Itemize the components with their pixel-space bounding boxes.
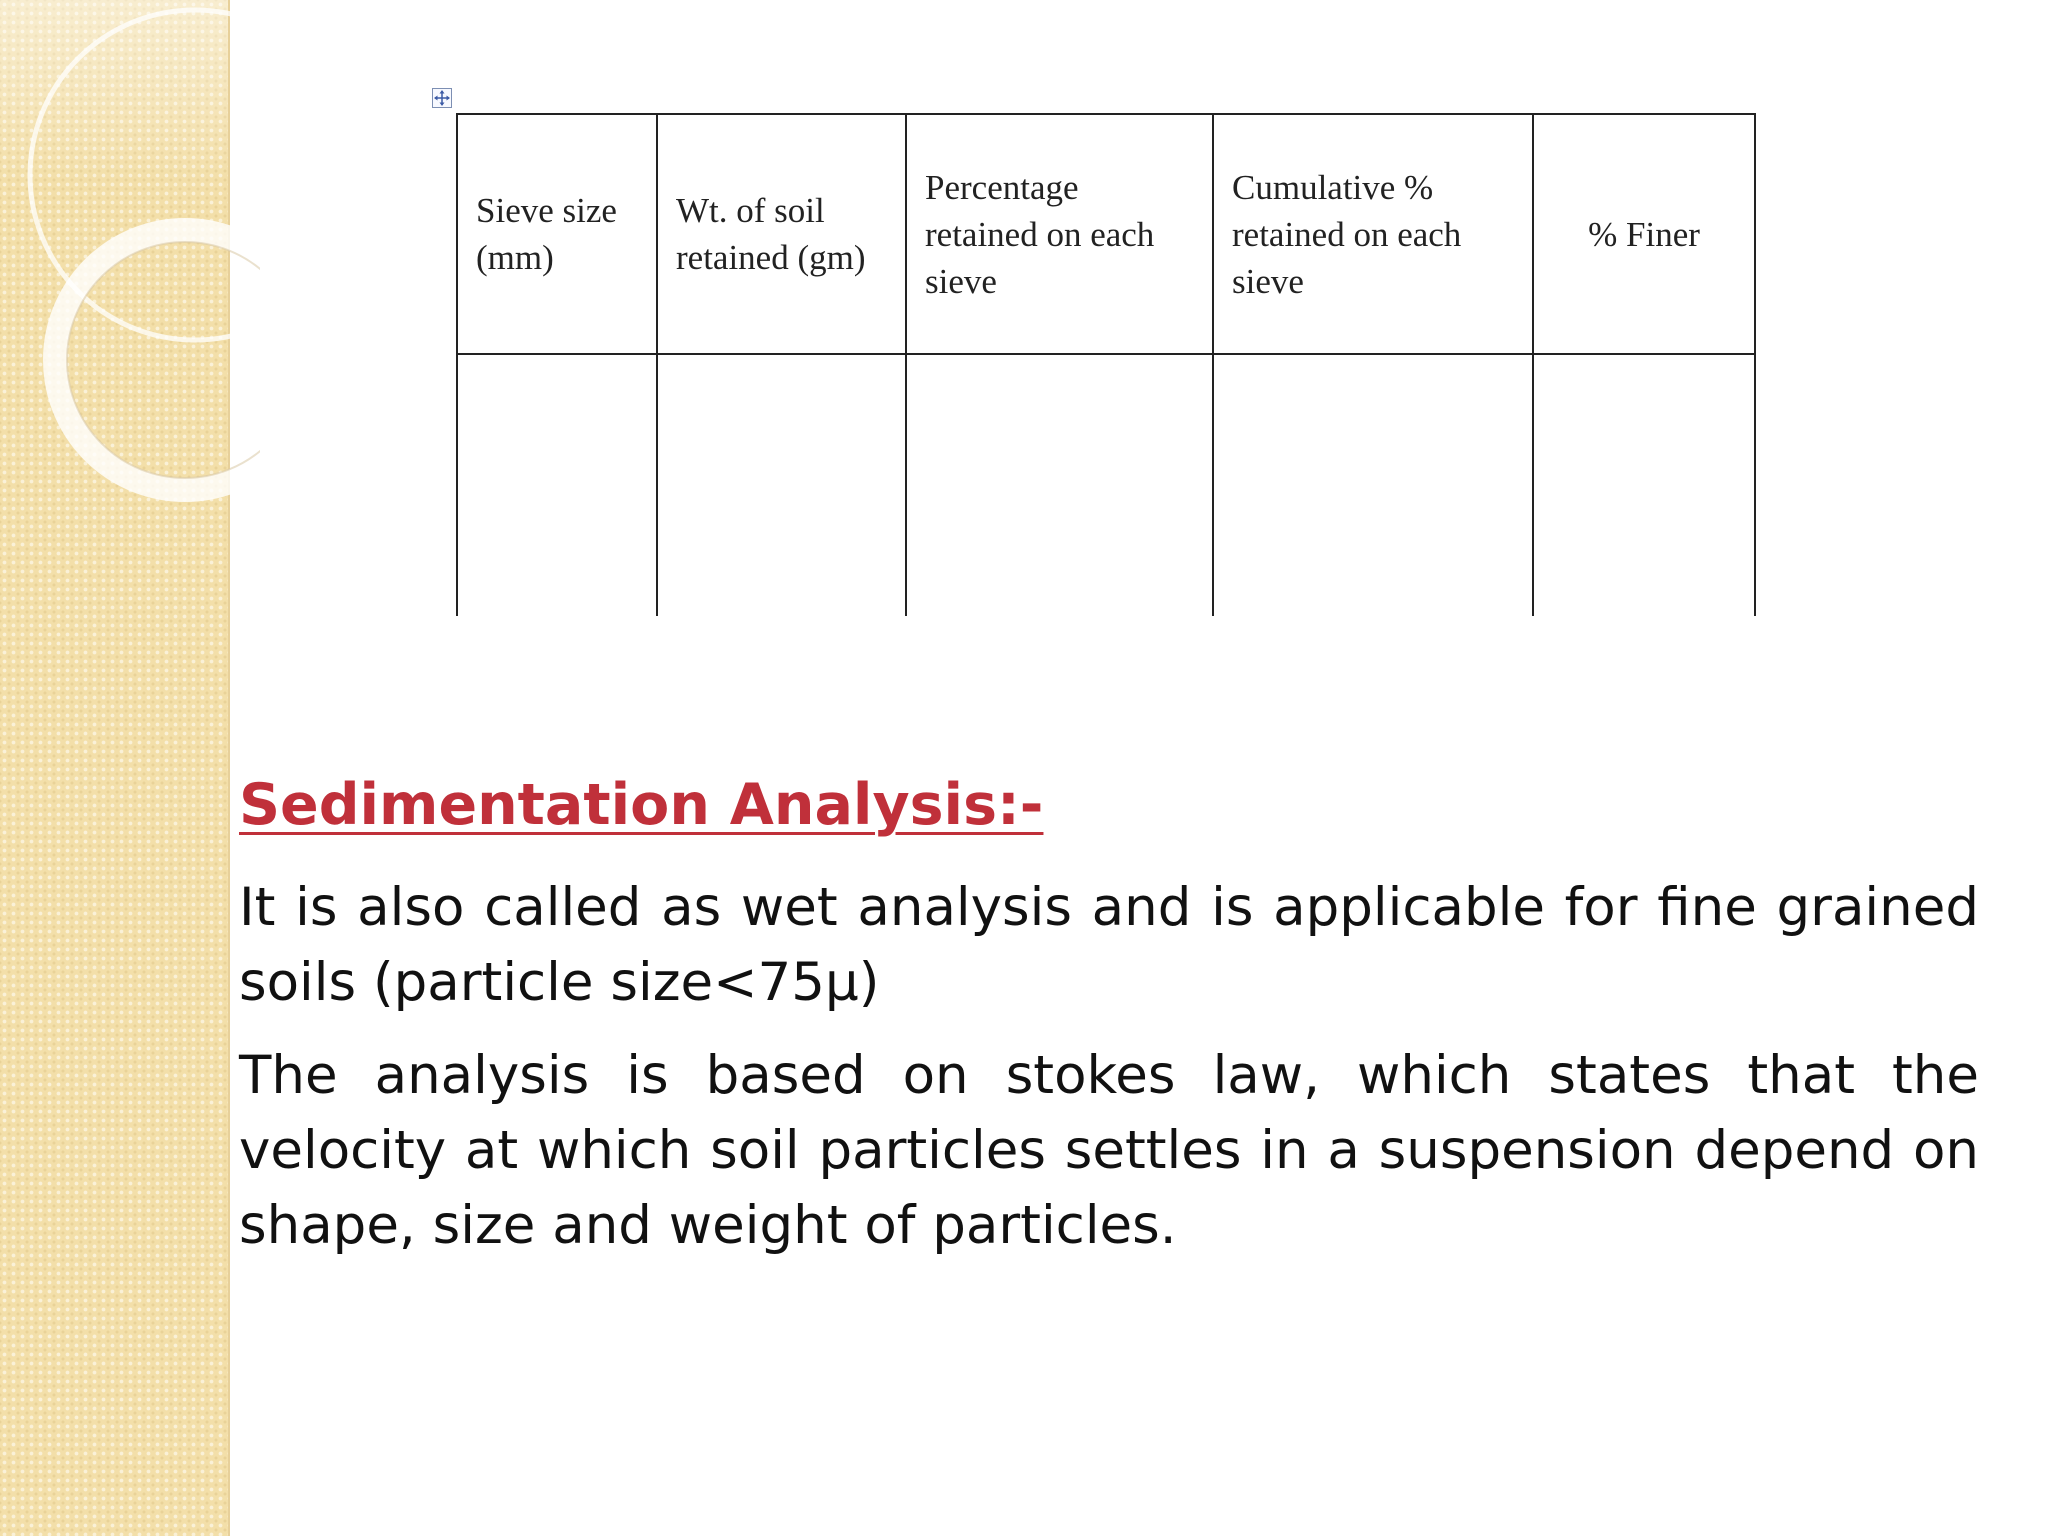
table-cell[interactable]	[1533, 354, 1755, 616]
header-percent-finer-label: % Finer	[1588, 214, 1700, 254]
table-row	[457, 354, 1755, 616]
header-sieve-size	[457, 114, 657, 354]
header-percentage-retained	[906, 114, 1213, 354]
header-wt-soil-retained	[657, 114, 906, 354]
table-cell[interactable]	[906, 354, 1213, 616]
paragraph-wet-analysis: It is also called as wet analysis and is applicable for fine grained soils (particle size<75μ)	[239, 877, 1979, 1013]
header-cumulative-retained	[1213, 114, 1533, 354]
table-cell[interactable]	[457, 354, 657, 616]
decorative-rings	[0, 0, 260, 520]
move-arrows-icon	[433, 89, 451, 107]
header-cumulative-retained-label: Cumulative % retained on each sieve	[1232, 167, 1462, 301]
table-header-row	[457, 114, 1755, 354]
header-wt-soil-retained-label: Wt. of soil retained (gm)	[676, 191, 866, 277]
header-percentage-retained-label: Percentage retained on each sieve	[925, 167, 1155, 301]
header-percent-finer	[1533, 114, 1755, 354]
paragraph-stokes-law: The analysis is based on stokes law, which states that the velocity at which soil particles settles in a suspension depend on shape, size and weight of particles.	[239, 1045, 1979, 1256]
decorative-ring-medium	[55, 230, 260, 490]
header-sieve-size-label: Sieve size (mm)	[476, 191, 617, 277]
table-cell[interactable]	[657, 354, 906, 616]
section-heading: Sedimentation Analysis:-	[239, 772, 1044, 838]
table-move-handle[interactable]	[432, 88, 452, 108]
sieve-analysis-table	[456, 113, 1756, 616]
table-cell[interactable]	[1213, 354, 1533, 616]
